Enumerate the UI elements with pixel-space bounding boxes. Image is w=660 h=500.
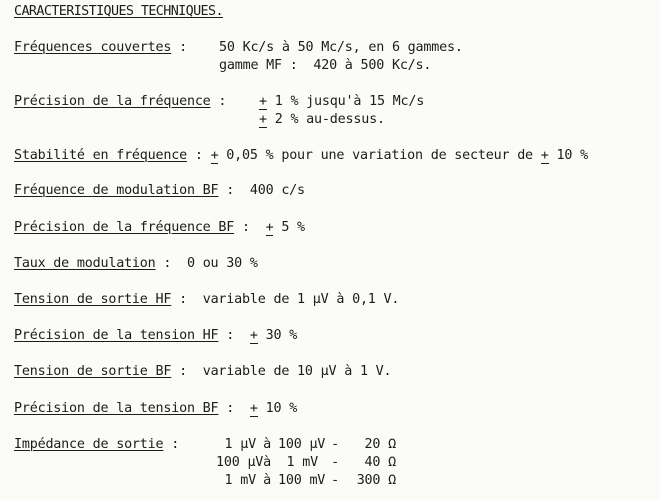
spec-value: 5 % <box>273 220 305 235</box>
spec-label: Impédance de sortie <box>14 437 164 452</box>
impedance-dash: - <box>331 455 339 470</box>
spec-hf-output <box>14 292 399 308</box>
spec-label: Précision de la tension HF <box>14 328 219 343</box>
spec-label: Précision de la fréquence BF <box>14 220 235 235</box>
spec-label: Tension de sortie BF <box>14 364 172 379</box>
spec-value: 1 % jusqu'à 15 Mc/s <box>266 94 425 109</box>
impedance-to-word: à <box>263 473 271 488</box>
impedance-from: 1 mV <box>224 473 256 488</box>
spec-value: 400 c/s <box>249 183 305 198</box>
plus-minus-sign: + <box>259 112 267 127</box>
spec-label: Précision de la fréquence <box>14 94 211 109</box>
spec-impedance <box>14 437 179 453</box>
spec-separator: : <box>171 292 203 307</box>
document-title: CARACTERISTIQUES TECHNIQUES. <box>14 4 223 19</box>
spec-bf-tension-precision <box>14 401 297 417</box>
plus-minus-sign: + <box>259 94 267 109</box>
spec-freq-precision <box>14 94 425 110</box>
plus-minus-sign: + <box>249 328 258 343</box>
plus-minus-sign: + <box>540 148 549 163</box>
impedance-to: 100 mV <box>278 473 326 488</box>
spec-value: 10 % <box>257 401 298 416</box>
spec-separator: : <box>171 40 203 55</box>
spec-mod-rate <box>14 256 258 272</box>
spec-value: 30 % <box>257 328 298 343</box>
spec-separator: : <box>171 364 203 379</box>
plus-minus-sign: + <box>249 401 258 416</box>
spec-value: variable de 10 µV à 1 V. <box>202 364 392 379</box>
spec-separator: : <box>155 256 187 271</box>
spec-value: 10 % <box>548 148 588 163</box>
spec-value: 50 Kc/s à 50 Mc/s, en 6 gammes. <box>219 40 463 55</box>
spec-label: Précision de la tension BF <box>14 401 219 416</box>
impedance-to-word: à <box>263 437 271 452</box>
impedance-to-word: à <box>263 455 271 470</box>
spec-hf-precision <box>14 328 297 344</box>
spec-separator: : <box>163 437 180 452</box>
spec-label: Taux de modulation <box>14 256 156 271</box>
spec-separator: : <box>218 328 250 343</box>
spec-bf-output <box>14 364 391 380</box>
spec-label: Tension de sortie HF <box>14 292 172 307</box>
spec-value: 0,05 % pour une variation de secteur de <box>218 148 541 163</box>
impedance-ohms: 300 Ω <box>356 473 396 488</box>
spec-value: variable de 1 µV à 0,1 V. <box>202 292 400 307</box>
impedance-to: 1 mV <box>286 455 318 470</box>
spec-separator: : <box>234 220 266 235</box>
spec-freq-covered-line2: gamme MF : 420 à 500 Kc/s. <box>219 58 432 73</box>
spec-label: Stabilité en fréquence <box>14 148 187 163</box>
spec-separator: : <box>218 183 250 198</box>
spec-label: Fréquence de modulation BF <box>14 183 219 198</box>
spec-freq-covered <box>14 40 463 56</box>
spec-separator: : <box>218 401 250 416</box>
spec-value: 2 % au-dessus. <box>266 112 385 127</box>
spec-bf-precision <box>14 220 305 236</box>
spec-value: 0 ou 30 % <box>186 256 258 271</box>
impedance-from: 100 µV <box>216 455 264 470</box>
impedance-dash: - <box>331 437 339 452</box>
spec-mod-freq <box>14 183 305 199</box>
impedance-ohms: 20 Ω <box>364 437 396 452</box>
impedance-from: 1 µV <box>224 437 256 452</box>
spec-freq-stability <box>14 148 588 164</box>
plus-minus-sign: + <box>210 148 219 163</box>
impedance-ohms: 40 Ω <box>364 455 396 470</box>
spec-freq-precision-line2 <box>259 112 385 128</box>
spec-separator: : <box>210 94 242 109</box>
impedance-row <box>216 473 396 489</box>
spec-label: Fréquences couvertes <box>14 40 172 55</box>
impedance-row <box>216 455 396 471</box>
plus-minus-sign: + <box>265 220 274 235</box>
spec-separator: : <box>186 148 211 163</box>
impedance-row <box>216 437 396 453</box>
impedance-dash: - <box>331 473 339 488</box>
impedance-to: 100 µV <box>278 437 326 452</box>
